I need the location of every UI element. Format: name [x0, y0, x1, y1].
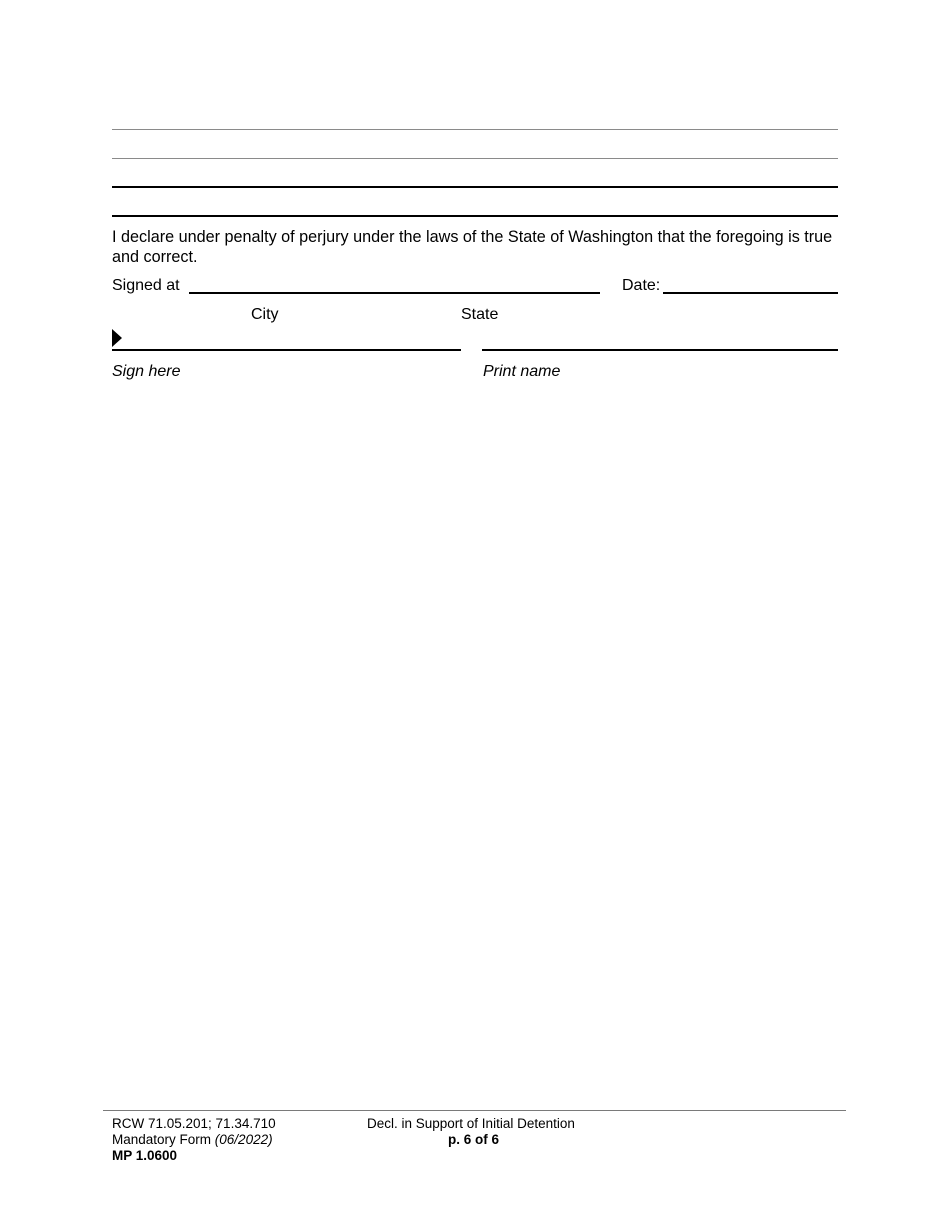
sign-here-label: Sign here	[112, 363, 181, 380]
answer-line-2[interactable]	[112, 158, 838, 159]
perjury-declaration: I declare under penalty of perjury under the laws of the State of Washington that the foregoing is true and correct.	[112, 228, 833, 266]
print-name-label: Print name	[483, 363, 561, 380]
sign-here-arrow-icon	[112, 329, 122, 347]
footer-statute: RCW 71.05.201; 71.34.710	[112, 1116, 276, 1131]
footer-form-number: MP 1.0600	[112, 1148, 178, 1163]
state-label: State	[461, 306, 499, 323]
footer-divider	[103, 1110, 846, 1111]
footer-form-title: Decl. in Support of Initial Detention	[367, 1116, 575, 1131]
answer-line-4[interactable]	[112, 215, 838, 217]
signed-at-label: Signed at	[112, 277, 180, 294]
mandatory-form-label: Mandatory Form	[112, 1132, 212, 1147]
answer-line-1[interactable]	[112, 129, 838, 130]
answer-line-3[interactable]	[112, 186, 838, 188]
footer-page-indicator: p. 6 of 6	[448, 1132, 500, 1147]
date-label: Date:	[622, 277, 661, 294]
footer-mandatory-form	[112, 1132, 273, 1148]
city-label: City	[251, 306, 279, 323]
signed-at-field[interactable]	[189, 292, 600, 294]
form-date: (06/2022)	[214, 1132, 273, 1147]
signature-field[interactable]	[112, 349, 461, 351]
date-field[interactable]	[663, 292, 838, 294]
print-name-field[interactable]	[482, 349, 838, 351]
